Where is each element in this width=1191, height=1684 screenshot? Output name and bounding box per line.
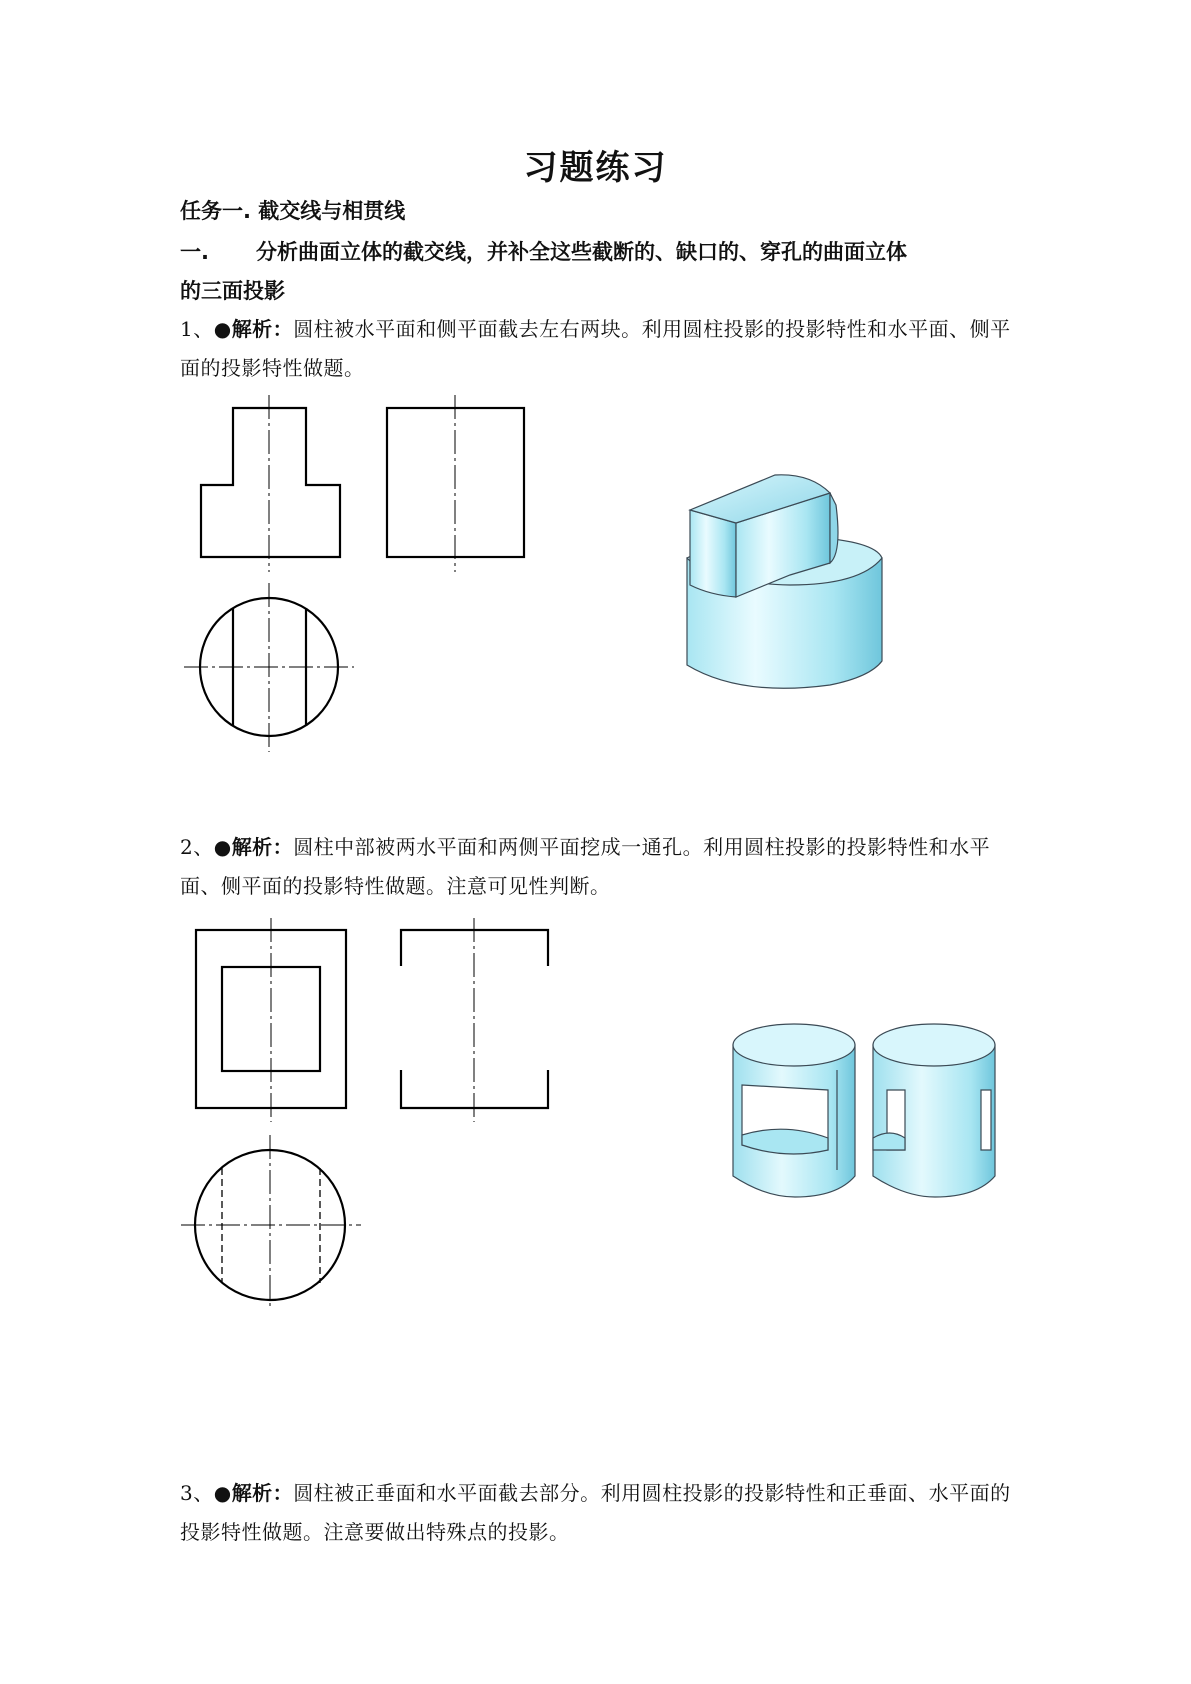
analysis-label: 解析： xyxy=(231,835,294,859)
p1-front-view xyxy=(201,395,340,572)
document-title: 习题练习 xyxy=(523,148,668,188)
analysis-label: 解析： xyxy=(231,317,294,341)
p2-top-view xyxy=(181,1135,361,1310)
problem-text: 圆柱被水平面和侧平面截去左右两块。利用圆柱投影的投影特性和水平面、侧平面的投影特性做题。 xyxy=(180,317,1011,380)
p2-solid-left xyxy=(733,1024,855,1197)
section-text-line2: 的三面投影 xyxy=(180,279,285,303)
problem-text: 圆柱中部被两水平面和两侧平面挖成一通孔。利用圆柱投影的投影特性和水平面、侧平面的投影特性做题。注意可见性判断。 xyxy=(180,835,991,898)
bullet-icon: ● xyxy=(213,317,232,341)
p2-side-view xyxy=(401,918,548,1122)
section-text-line1: 分析曲面立体的截交线，并补全这些截断的、缺口的、穿孔的曲面立体 xyxy=(256,240,907,264)
problem-number: 3、 xyxy=(180,1481,214,1505)
problem-number: 1、 xyxy=(180,317,214,341)
problem-text: 圆柱被正垂面和水平面截去部分。利用圆柱投影的投影特性和正垂面、水平面的投影特性做题。注意要做出特殊点的投影。 xyxy=(180,1481,1011,1544)
analysis-label: 解析： xyxy=(231,1481,294,1505)
task-heading: 任务一. 截交线与相贯线 xyxy=(180,199,406,223)
section-number: 一. xyxy=(180,240,209,264)
p1-shaded-solid xyxy=(670,465,990,695)
p1-top-view xyxy=(184,583,354,752)
bullet-icon: ● xyxy=(213,1481,232,1505)
p2-shaded-solids xyxy=(725,1010,1025,1210)
p2-solid-right xyxy=(873,1024,995,1197)
p2-front-view xyxy=(196,918,346,1122)
bullet-icon: ● xyxy=(213,835,232,859)
p1-side-view xyxy=(387,395,524,572)
problem-number: 2、 xyxy=(180,835,214,859)
